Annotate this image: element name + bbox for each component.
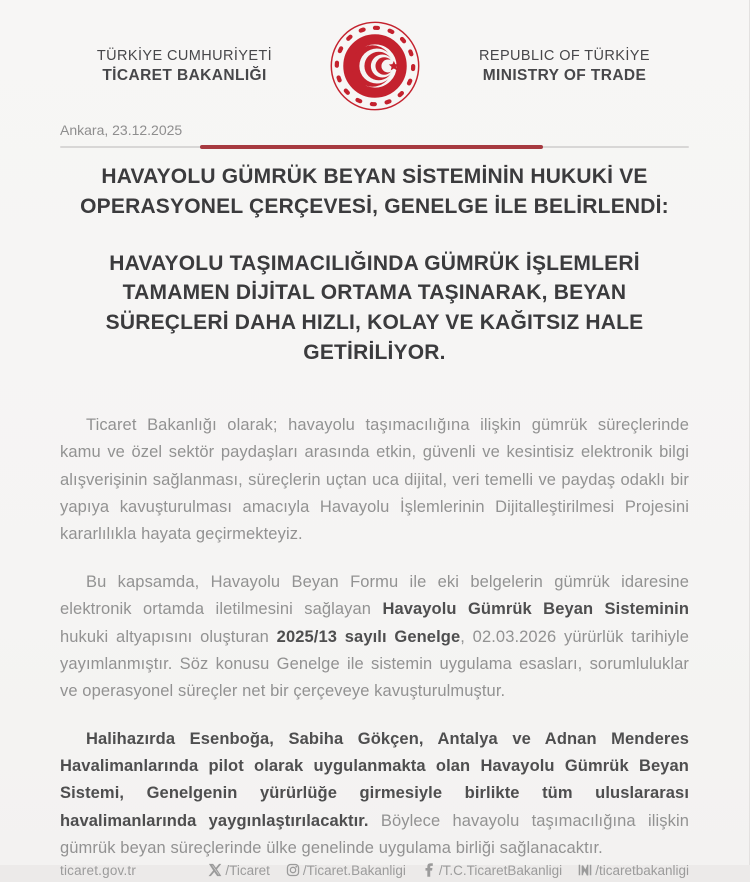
social-handle: /Ticaret.Bakanligi xyxy=(302,862,406,878)
nsosyal-icon xyxy=(578,863,592,877)
facebook-icon xyxy=(422,863,436,877)
divider-red-segment xyxy=(200,145,543,149)
org-tr-line2: TİCARET BAKANLIĞI xyxy=(102,66,267,84)
website-link[interactable]: ticaret.gov.tr xyxy=(60,862,137,878)
ministry-of-trade-logo-icon xyxy=(329,20,421,112)
social-handle: /Ticaret xyxy=(225,862,270,878)
org-en-line1: REPUBLIC OF TÜRKİYE xyxy=(479,47,650,64)
x-twitter-icon xyxy=(208,863,222,877)
headline-primary: HAVAYOLU GÜMRÜK BEYAN SİSTEMİNİN HUKUKİ VE OPERASYONEL ÇERÇEVESİ, GENELGE İLE BELİRLENDİ: xyxy=(80,165,669,218)
org-en-line2: MINISTRY OF TRADE xyxy=(482,66,647,84)
org-tr-line1: TÜRKİYE CUMHURİYETİ xyxy=(96,47,273,64)
org-name-turkish xyxy=(75,48,295,85)
social-handle: /ticaretbakanligi xyxy=(595,862,689,878)
paragraph: Halihazırda Esenboğa, Sabiha Gökçen, Antalya ve Adnan Menderes Havalimanlarında pilot olarak uygulanmakta olan Havayolu Gümrük Beyan Sistemi, Genelgenin yürürlüğe girmesiyle birlikte tüm uluslararası havalimanlarında yaygınlaştırılacaktır. Böylece havayolu taşımacılığına ilişkin gümrük beyan süreçlerinde ülke genelinde uygulama birliği sağlanacaktır. xyxy=(60,729,689,858)
instagram-icon xyxy=(286,863,300,877)
paragraph: Ticaret Bakanlığı olarak; havayolu taşımacılığına ilişkin gümrük süreçlerinde kamu ve özel sektör paydaşları arasında etkin, güvenli ve kesintisiz elektronik bilgi alışverişinin sağlanması, süreçlerin uçtan uca dijital, veri temelli ve paydaş odaklı bir yapıya kavuşturulması amacıyla Havayolu İşlemlerinin Dijitalleştirilmesi Projesini kararlılıkla hayata geçirmekteyiz. xyxy=(60,415,689,544)
footer xyxy=(60,863,689,882)
dateline: Ankara, 23.12.2025 xyxy=(60,122,183,138)
social-handle: /T.C.TicaretBakanligi xyxy=(438,862,563,878)
paragraph: Bu kapsamda, Havayolu Beyan Formu ile eki belgelerin gümrük idaresine elektronik ortamda iletilmesini sağlayan Havayolu Gümrük Beyan Sisteminin hukuki altyapısını oluşturan 2025/13 sayılı Genelge, 02.03.2026 yürürlük tarihiyle yayımlanmıştır. Söz konusu Genelge ile sistemin uygulama esasları, sorumluluklar ve operasyonel süreçler net bir çerçeveye kavuşturulmuştur. xyxy=(60,572,690,701)
org-name-english xyxy=(455,48,675,85)
headline-secondary: HAVAYOLU TAŞIMACILIĞINDA GÜMRÜK İŞLEMLERİ TAMAMEN DİJİTAL ORTAMA TAŞINARAK, BEYAN SÜREÇLERİ DAHA HIZLI, KOLAY VE KAĞITSIZ HALE GETİRİLİYOR. xyxy=(105,251,644,365)
header xyxy=(60,20,689,112)
body-paragraphs xyxy=(60,392,689,863)
